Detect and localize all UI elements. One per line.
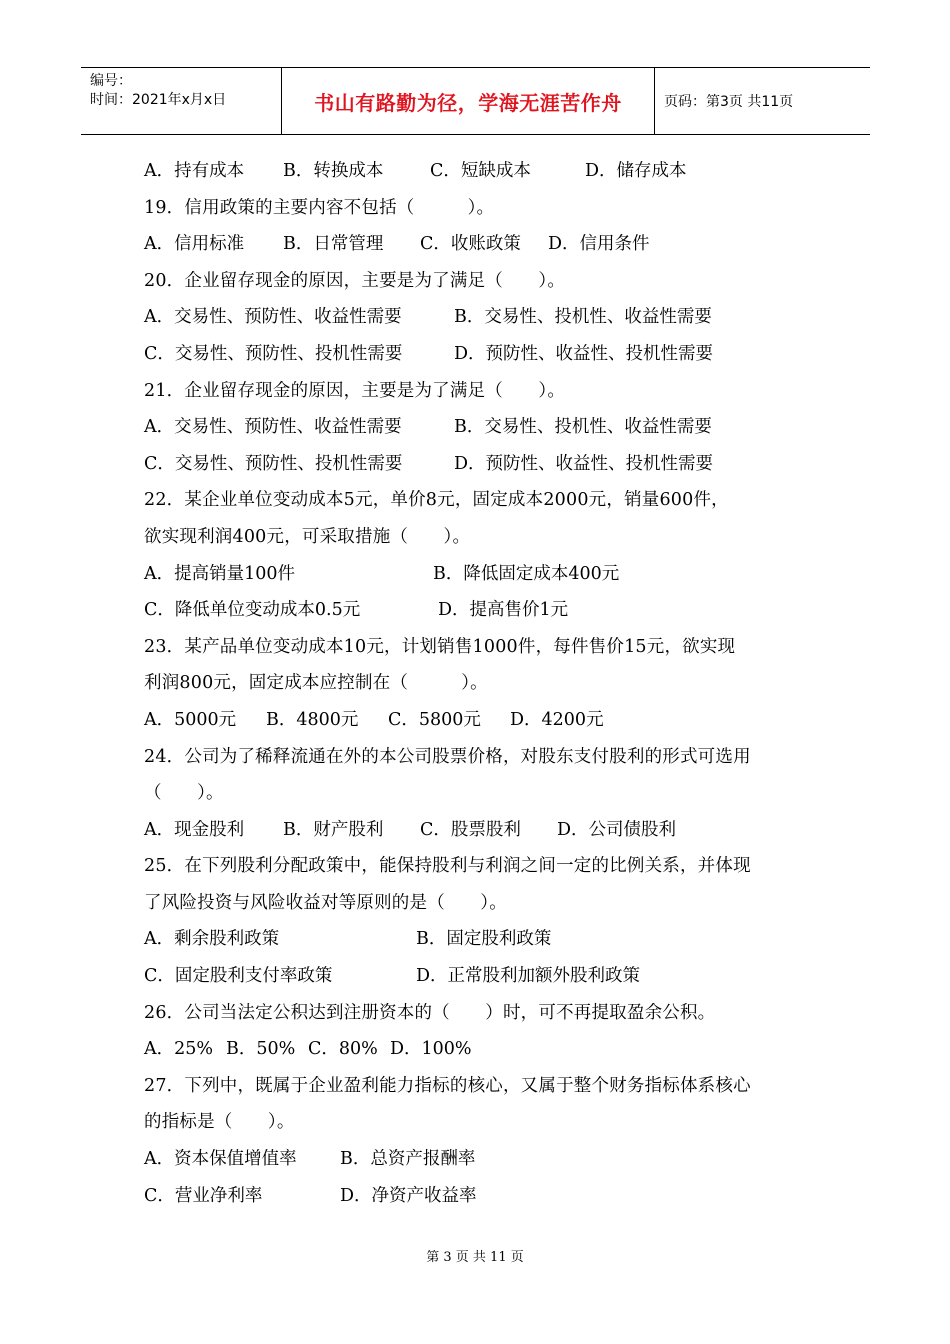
answer-option: A．现金股利 (144, 819, 245, 840)
answer-option: B．总资产报酬率 (340, 1149, 476, 1170)
answer-option: A．交易性、预防性、收益性需要 (144, 307, 402, 328)
answer-option: D．净资产收益率 (340, 1185, 477, 1206)
answer-option: A．25% (144, 1039, 214, 1060)
answer-option: D．预防性、收益性、投机性需要 (454, 453, 714, 474)
answer-option: B．财产股利 (283, 819, 384, 840)
answer-option: C．收账政策 (420, 234, 521, 255)
answer-option: A．交易性、预防性、收益性需要 (144, 417, 402, 438)
answer-options-line (144, 153, 814, 190)
answer-option: D．储存成本 (585, 161, 687, 181)
answer-options-line (144, 1031, 814, 1068)
answer-option: C．降低单位变动成本0.5元 (144, 600, 361, 621)
answer-option: C．交易性、预防性、投机性需要 (144, 453, 403, 474)
answer-options-line (144, 812, 814, 849)
header-page-number: 页码：第3页 共11页 (664, 94, 794, 110)
answer-options-line (144, 702, 814, 739)
answer-option: B．交易性、投机性、收益性需要 (454, 307, 712, 328)
question-text-line: 了风险投资与风险收益对等原则的是（ ）。 (144, 892, 507, 913)
document-number-label: 编号： (90, 73, 132, 89)
question-text-line: 23．某产品单位变动成本10元，计划销售1000件，每件售价15元，欲实现 (144, 636, 736, 657)
answer-option: B．交易性、投机性、收益性需要 (454, 417, 712, 438)
answer-option: D．预防性、收益性、投机性需要 (454, 343, 714, 364)
answer-option: C．交易性、预防性、投机性需要 (144, 343, 403, 364)
document-time-label: 时间：2021年x月x日 (90, 92, 227, 108)
question-text-line: 欲实现利润400元，可采取措施（ ）。 (144, 526, 471, 547)
answer-option: B．日常管理 (283, 234, 384, 255)
answer-options-line (144, 556, 814, 593)
answer-options-line (144, 409, 814, 446)
question-text-line: 利润800元，固定成本应控制在（ ）。 (144, 673, 488, 694)
question-text-line: 19．信用政策的主要内容不包括（ ）。 (144, 197, 495, 218)
answer-option: C．80% (308, 1039, 378, 1060)
answer-options-line (144, 446, 814, 483)
answer-option: C．营业净利率 (144, 1185, 263, 1206)
answer-options-line (144, 958, 814, 995)
answer-option: C．股票股利 (420, 819, 521, 840)
question-text-line: 26．公司当法定公积达到注册资本的（ ）时，可不再提取盈余公积。 (144, 1002, 716, 1023)
answer-option: B．转换成本 (283, 161, 384, 181)
answer-option: C．5800元 (388, 709, 481, 730)
answer-options-line (144, 1178, 814, 1215)
answer-option: C．固定股利支付率政策 (144, 966, 333, 987)
answer-option: A．信用标准 (144, 234, 245, 255)
header-meta (81, 68, 282, 134)
question-text-line: （ ）。 (144, 783, 224, 804)
question-text-line: 21．企业留存现金的原因，主要是为了满足（ ）。 (144, 380, 566, 401)
answer-option: B．固定股利政策 (416, 929, 552, 950)
question-text-line: 24．公司为了稀释流通在外的本公司股票价格，对股东支付股利的形式可选用 (144, 746, 751, 767)
answer-options-line (144, 921, 814, 958)
answer-option: A．提高销量100件 (144, 563, 296, 584)
answer-option: C．短缺成本 (430, 161, 531, 181)
question-text-line: 25．在下列股利分配政策中，能保持股利与利润之间一定的比例关系，并体现 (144, 856, 751, 877)
answer-option: D．提高售价1元 (438, 600, 569, 621)
question-text-line: 的指标是（ ）。 (144, 1112, 295, 1133)
answer-option: A．资本保值增值率 (144, 1149, 297, 1170)
answer-option: A．5000元 (144, 709, 237, 730)
answer-option: D．信用条件 (548, 234, 650, 255)
answer-option: A．剩余股利政策 (144, 929, 280, 950)
answer-option: B．50% (226, 1039, 296, 1060)
question-text-line: 20．企业留存现金的原因，主要是为了满足（ ）。 (144, 270, 566, 291)
answer-options-line (144, 336, 814, 373)
answer-options-line (144, 592, 814, 629)
page-footer: 第 3 页 共 11 页 (426, 1250, 524, 1265)
answer-option: D．4200元 (510, 709, 604, 730)
answer-option: B．4800元 (266, 709, 359, 730)
answer-option: D．正常股利加额外股利政策 (416, 966, 641, 987)
answer-option: D．100% (390, 1039, 472, 1060)
question-list (144, 153, 814, 1214)
answer-option: B．降低固定成本400元 (433, 563, 620, 584)
answer-option: A．持有成本 (144, 161, 245, 181)
question-text-line: 27．下列中，既属于企业盈利能力指标的核心，又属于整个财务指标体系核心 (144, 1075, 751, 1096)
answer-option: D．公司债股利 (557, 819, 677, 840)
page-header (81, 67, 870, 135)
answer-options-line (144, 1141, 814, 1178)
answer-options-line (144, 299, 814, 336)
answer-options-line (144, 226, 814, 263)
header-motto: 书山有路勤为径，学海无涯苦作舟 (282, 68, 655, 134)
question-text-line: 22．某企业单位变动成本5元，单价8元，固定成本2000元，销量600件， (144, 490, 729, 511)
